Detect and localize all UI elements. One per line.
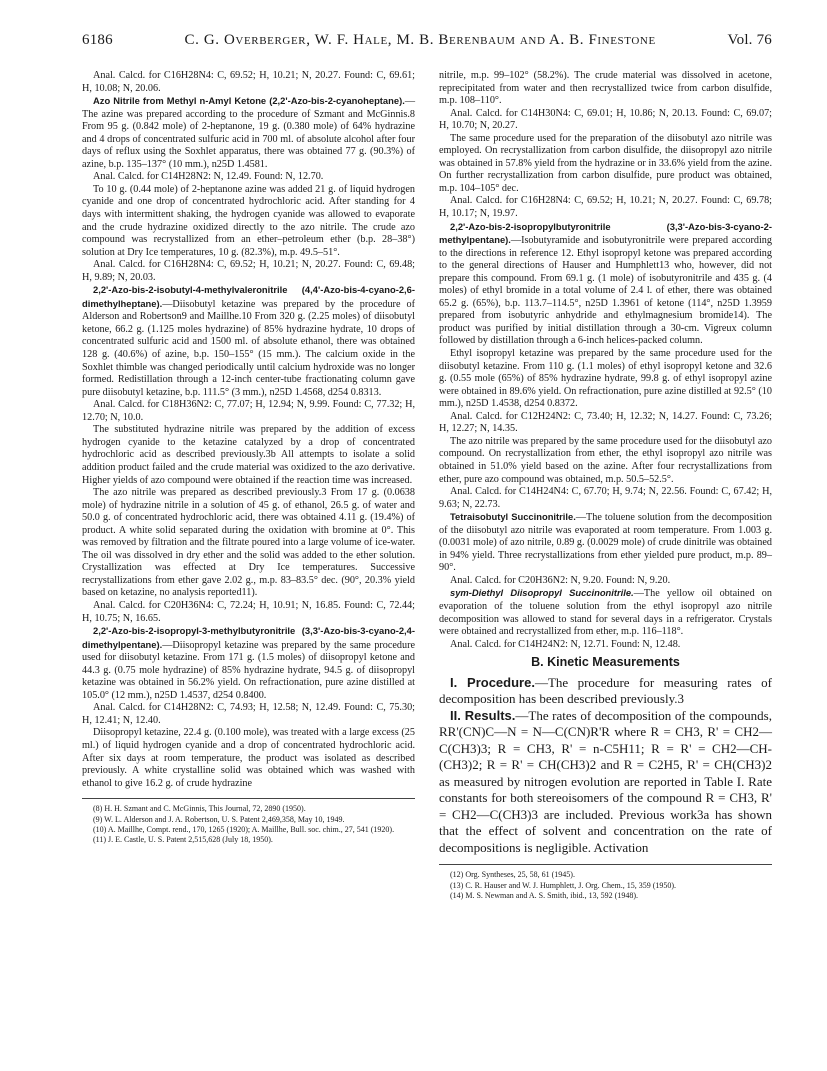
right-column	[439, 70, 772, 901]
running-authors: C. G. Overberger, W. F. Hale, M. B. Berenbaum and A. B. Finestone	[184, 32, 656, 48]
paragraph	[439, 221, 772, 348]
volume-label: Vol. 76	[727, 32, 772, 48]
section-heading: B. Kinetic Measurements	[531, 655, 680, 670]
paragraph	[439, 675, 772, 708]
subsection-heading: Tetraisobutyl Succinonitrile.	[450, 511, 576, 523]
footnote: (10) A. Maillhe, Compt. rend., 170, 1265 (1920); A. Maillhe, Bull. soc. chim., 27, 541 (1920).	[93, 824, 395, 834]
run-in-heading: I. Procedure.	[450, 674, 535, 690]
paragraph: Anal. Calcd. for C16H28N4: C, 69.52; H, 10.21; N, 20.27. Found: C, 69.78; H, 10.17; N, 19.97.	[439, 195, 772, 220]
paragraph: Anal. Calcd. for C14H30N4: C, 69.01; H, 10.86; N, 20.13. Found: C, 69.07; H, 10.70; N, 20.27.	[439, 107, 772, 132]
paragraph: Ethyl isopropyl ketazine was prepared by the same procedure used for the diisobutyl ketazine. From 110 g. (1.1 moles) of ethyl isopropyl ketone and 32.6 g. (0.55 mole (65%) of 85% hydrazine hydrate, 99.8 g. of ethyl isopropyl azine were obtained in 89.6% yield. On refractionation, pure azine distilled at 92.5° (10 mm.), n25D 1.4538, d254 0.8372.	[439, 348, 772, 410]
subsection-heading: Azo Nitrile from Methyl n-Amyl Ketone (2,2'-Azo-bis-2-cyanoheptane).	[93, 95, 405, 107]
footnote: (8) H. H. Szmant and C. McGinnis, This Journal, 72, 2890 (1950).	[93, 804, 306, 814]
paragraph: Anal. Calcd. for C14H24N4: C, 67.70; H, 9.74; N, 22.56. Found: C, 67.42; H, 9.63; N, 22.73.	[439, 486, 772, 510]
paragraph-body: —Diisopropyl ketazine was prepared by the same procedure used for diisobutyl ketazine. From 171 g. (1.5 moles) of diisopropyl ketone and 44.3 g. (0.75 mole hydrazine) of 85% hydrazine hydrate, 94.5 g. of diisopropyl ketazine was obtained in 56.2% yield. On refractionation, pure azine distilled at 105.0° (12 mm.), n25D 1.4537, d254 0.8400.	[82, 639, 415, 701]
footnote-divider	[82, 798, 415, 799]
footnote: (9) W. L. Alderson and J. A. Robertson, U. S. Patent 2,469,358, May 10, 1949.	[93, 814, 345, 824]
paragraph: Anal. Calcd. for C14H24N2: N, 12.71. Found: N, 12.48.	[450, 638, 681, 650]
paragraph: Anal. Calcd. for C18H36N2: C, 77.07; H, 12.94; N, 9.99. Found: C, 77.32; H, 12.70; N, 10.0.	[82, 399, 415, 423]
subsection-heading: 2,2'-Azo-bis-2-isopropylbutyronitrile (3,3'-Azo-bis-3-cyano-2-methylpentane).	[439, 220, 772, 246]
footnote: (13) C. R. Hauser and W. J. Humphlett, J. Org. Chem., 15, 359 (1950).	[450, 880, 677, 890]
footnote: (11) J. E. Castle, U. S. Patent 2,515,628 (July 18, 1950).	[93, 835, 273, 845]
paragraph-body: —The yellow oil obtained on evaporation of the toluene solution from the ethyl isopropyl azo nitrile decomposition was allowed to stand for several days in a refrigerator. Crystals were obtained and recrystallized from ether, m.p. 116–118°.	[439, 588, 772, 638]
subsection-heading: 2,2'-Azo-bis-2-isopropyl-3-methylbutyronitrile (3,3'-Azo-bis-3-cyano-2,4-dimethylpentane).	[82, 625, 415, 650]
paragraph: The azo nitrile was prepared by the same procedure used for the diisobutyl azo compound. On recrystallization from ether, the ethyl isopropyl azo nitrile was obtained in 51.0% yield based on the azine. After four recrystallizations from ether, pure azo compound was obtained, m.p. 50.5–52.5°.	[439, 435, 772, 485]
paragraph: Anal. Calcd. for C20H36N4: C, 72.24; H, 10.91; N, 16.85. Found: C, 72.44; H, 10.75; N, 16.65.	[82, 599, 415, 624]
paragraph: Anal. Calcd. for C14H28N2: C, 74.93; H, 12.58; N, 12.49. Found: C, 75.30; H, 12.41; N, 12.40.	[82, 702, 415, 726]
paragraph: Anal. Calcd. for C20H36N2: N, 9.20. Found: N, 9.20.	[450, 574, 671, 586]
paragraph	[82, 284, 415, 399]
left-column	[82, 70, 415, 846]
paragraph-body: —The toluene solution from the decomposition of the diisobutyl azo nitrile was evaporated at room temperature. From 1.003 g. (0.0031 mole) of azo nitrile, 0.89 g. (0.0029 mole) of crude dinitrile was obtained in 94% yield. Three recrystallizations from ether yielded pure product, m.p. 89–90°.	[439, 512, 772, 574]
run-in-heading: II. Results.	[450, 707, 516, 723]
paragraph-body: —Isobutyramide and isobutyronitrile were prepared according to the directions in reference 12. Ethyl isopropyl ketone was prepared according to the general directions of Hauser and Humphlett13 who, however, did not prepare this compound. From 69.1 g. (1 mole) of isobutyronitrile and 435 g. (4 moles) of ethyl bromide in a total volume of 2.4 l. of ether, there was obtained 65.2 g. (65%), b.p. 113.7–114.5°, n25D 1.3961 of ketone (114°, n25D 1.3959 prepared from isobutyric anhydride and ethylmagnesium bromide14). The product was purified by initial distillation through a 30-cm. Vigreux column followed by distillation through a 6-inch helices-packed column.	[439, 235, 772, 347]
paragraph-body: —The rates of decomposition of the compounds, RR'(CN)C—N = N—C(CN)R'R where R = CH3, R' = CH2—C(CH3)3; R = CH3, R' = n-C5H11; R = R' = CH2—CH-(CH3)2; R = R' = CH(CH3)2 and R = C2H5, R' = CH(CH3)2 as measured by nitrogen evolution are reported in Table I. Rate constants for both stereoisomers of the compound R = CH3, R' = CH2—C(CH3)3 are included. Previous work3a has shown that the effect of solvent and concentration on the rate of decompositions is negligible. Activation	[439, 707, 772, 855]
paragraph	[82, 95, 415, 171]
subsection-heading: 2,2'-Azo-bis-2-isobutyl-4-methylvaleronitrile (4,4'-Azo-bis-4-cyano-2,6-dimethylheptane).	[82, 284, 415, 309]
footnote: (12) Org. Syntheses, 25, 58, 61 (1945).	[450, 870, 575, 880]
paragraph: Anal. Calcd. for C16H28N4: C, 69.52; H, 10.21; N, 20.27. Found: C, 69.48; H, 9.89; N, 20.03.	[82, 259, 415, 283]
page-number: 6186	[82, 32, 113, 48]
paragraph: The same procedure used for the preparation of the diisobutyl azo nitrile was employed. On recrystallization from carbon disulfide, the diisopropyl azo nitrile was obtained in 57.8% yield from the hydrazine or in 33.6% yield from the azine. On further recrystallization from carbon disulfide, pure product was obtained, m.p. 104–105° dec.	[439, 132, 772, 194]
footnote-divider	[439, 864, 772, 865]
paragraph	[439, 708, 772, 857]
paragraph: Anal. Calcd. for C14H28N2: N, 12.49. Found: N, 12.70.	[93, 171, 324, 183]
paragraph: Anal. Calcd. for C12H24N2: C, 73.40; H, 12.32; N, 14.27. Found: C, 73.26; H, 12.27; N, 14.35.	[439, 410, 772, 435]
paragraph-body: —The procedure for measuring rates of decomposition has been described previously.3	[439, 674, 773, 707]
paragraph	[439, 587, 772, 638]
paragraph	[82, 625, 415, 702]
paragraph-body: —Diisobutyl ketazine was prepared by the procedure of Alderson and Robertson9 and Maillhe.10 From 320 g. (2.25 moles) of diisobutyl ketone, 66.2 g. (1.125 moles hydrazine) of 85% hydrazine hydrate, 10 drops of concentrated sulfuric acid and 1500 ml. of absolute ethanol, there was obtained 128 g. (40.6%) of azine, b.p. 150–155° (15 mm.). The calcium oxide in the Soxhlet thimble was changed periodically until calcium hydroxide was no longer formed. Redistillation through a 12-inch center-tube fractionating column gave pure diisobutyl ketazine, b.p. 111.5° (3 mm.), n25D 1.4568, d254 0.8313.	[82, 298, 415, 398]
paragraph	[439, 511, 772, 575]
running-header	[82, 32, 772, 54]
paragraph: Diisopropyl ketazine, 22.4 g. (0.100 mole), was treated with a large excess (25 ml.) of liquid hydrogen cyanide and a drop of concentrated hydrochloric acid. After six days at room temperature, the product was isolated as described previously. A white crystalline solid was obtained which was washed with ethanol to give 16.2 g. of crude hydrazine	[82, 727, 415, 789]
paragraph: Anal. Calcd. for C16H28N4: C, 69.52; H, 10.21; N, 20.27. Found: C, 69.61; H, 10.08; N, 20.06.	[82, 70, 415, 94]
paragraph: The azo nitrile was prepared as described previously.3 From 17 g. (0.0638 mole) of hydrazine nitrile in a solution of 45 g. of ethanol, 26.5 g. of water and 50.0 g. of concentrated hydrochloric acid, there was obtained 4.11 g. (19.4%) of product. A white solid separated during the oxidation with bromine at 0°. This was removed by filtration and the filtrate poured into a large volume of ice-water. The oil was dissolved in dry ether and the solid was added to the ether solution. Crystallization was effected at Dry Ice temperatures. Successive recrystallizations from ether gave 2.02 g., m.p. 83–83.5° dec. (90°, 20.3% yield based on ketazine, no analysis reported11).	[82, 487, 415, 599]
footnote: (14) M. S. Newman and A. S. Smith, ibid., 13, 592 (1948).	[450, 891, 638, 901]
paragraph-body: —The azine was prepared according to the procedure of Szmant and McGinnis.8 From 95 g. (0.842 mole) of 2-heptanone, 19 g. (0.380 mole) of 64% hydrazine and 4 drops of concentrated sulfuric acid in 700 ml. of absolute alcohol after four days of reflux using the Soxhlet apparatus, there was obtained 77 g. (90.3%) of azine, b.p. 135–137° (10 mm.), n25D 1.4581.	[82, 96, 415, 170]
paragraph: The substituted hydrazine nitrile was prepared by the addition of excess hydrogen cyanide to the ketazine catalyzed by a drop of concentrated hydrochloric acid as described previously.3b All attempts to isolate a solid addition product failed and the crude material was oxidized to the azo derivative. Higher yields of azo compound were obtained if the reaction time was increased.	[82, 424, 415, 486]
paragraph: To 10 g. (0.44 mole) of 2-heptanone azine was added 21 g. of liquid hydrogen cyanide and one drop of concentrated hydrochloric acid. After standing for 4 days with intermittent shaking, the hydrogen cyanide was allowed to evaporate and the crude hydrazine oxidized directly to the azo nitrile. The crude azo compound was recrystallized from an ether–petroleum ether (b.p. 28–38°) solution at Dry Ice temperatures, 10 g. (82.3%), m.p. 49.5–51°.	[82, 183, 415, 258]
subsection-heading: sym-Diethyl Diisopropyl Succinonitrile.	[450, 587, 634, 599]
paragraph: nitrile, m.p. 99–102° (58.2%). The crude material was dissolved in acetone, reprecipitated from water and then recrystallized twice from carbon disulfide, m.p. 108–110°.	[439, 70, 772, 107]
